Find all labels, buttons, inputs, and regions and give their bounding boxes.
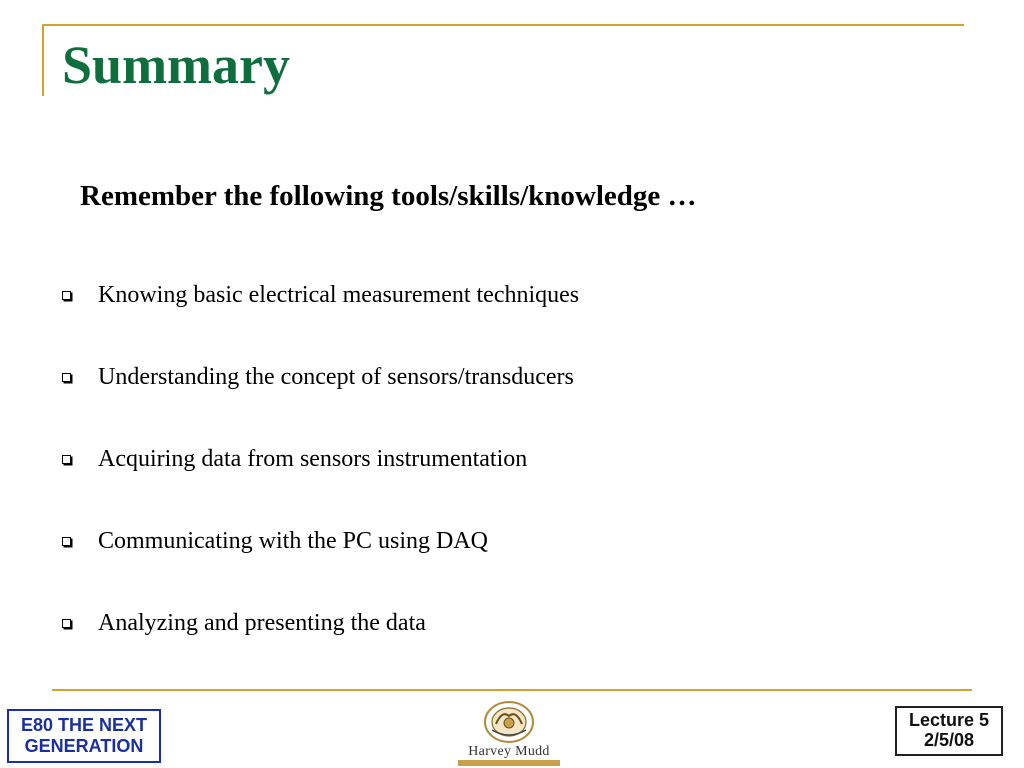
course-badge-line2: GENERATION [24,736,144,756]
bullet-text: Analyzing and presenting the data [98,610,426,636]
slide-title: Summary [62,35,290,95]
bullet-text: Acquiring data from sensors instrumentation [98,446,528,472]
bullet-item [62,364,574,391]
bullet-text: Communicating with the PC using DAQ [98,528,488,554]
title-frame-left-rule [42,24,44,96]
slide-subtitle: Remember the following tools/skills/knowledge … [80,180,697,212]
course-badge-line1: E80 THE NEXT [20,715,148,736]
lecture-date: 2/5/08 [923,730,975,750]
course-badge [7,709,161,763]
college-logo [452,700,566,766]
square-bullet-icon [62,537,71,546]
lecture-number: Lecture 5 [908,710,990,731]
lecture-info-box [895,706,1003,756]
square-bullet-icon [62,373,71,382]
footer-rule [52,689,972,691]
bullet-item [62,282,579,309]
bullet-item [62,610,426,637]
title-frame-top-rule [42,24,964,26]
college-logo-text: Harvey Mudd [468,744,550,759]
square-bullet-icon [62,455,71,464]
square-bullet-icon [62,619,71,628]
college-logo-band [458,760,560,766]
square-bullet-icon [62,291,71,300]
college-seal-icon [482,700,536,744]
bullet-item [62,446,527,473]
bullet-text: Understanding the concept of sensors/transducers [98,364,574,390]
bullet-item [62,528,488,555]
bullet-text: Knowing basic electrical measurement techniques [98,282,580,308]
